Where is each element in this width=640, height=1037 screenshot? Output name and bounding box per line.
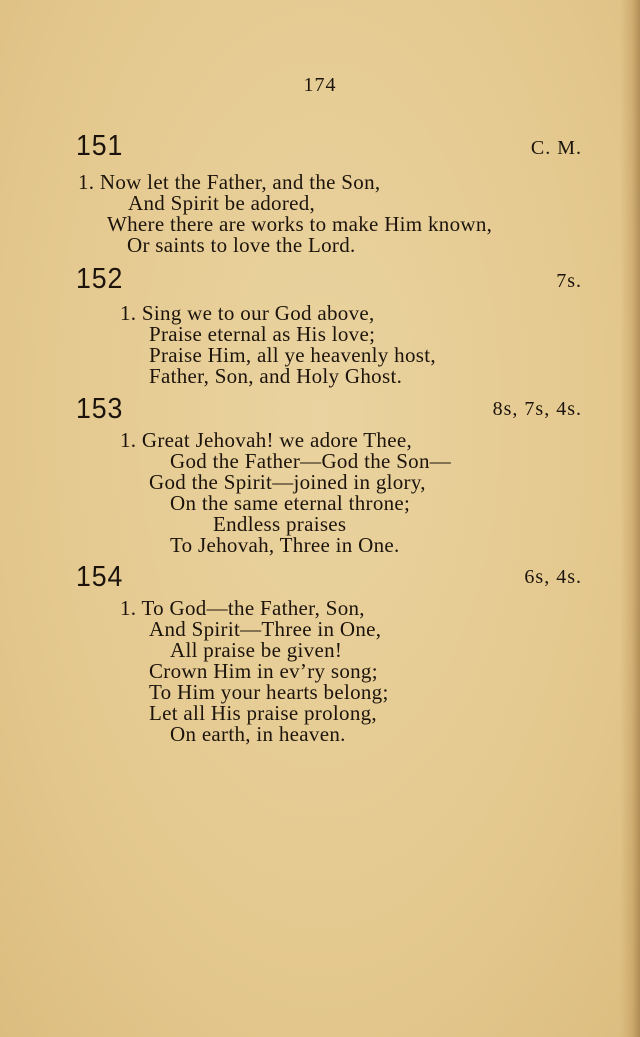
hymn-152-line-1: 1. Sing we to our God above, xyxy=(120,301,375,325)
hymn-154-line-5: To Him your hearts belong; xyxy=(149,680,389,704)
hymn-meter-153: 8s, 7s, 4s. xyxy=(492,398,582,420)
hymn-154-line-3: All praise be given! xyxy=(170,638,343,662)
page-number: 174 xyxy=(303,74,337,96)
hymn-153-line-6: To Jehovah, Three in One. xyxy=(170,533,400,557)
hymn-154-line-7: On earth, in heaven. xyxy=(170,722,346,746)
hymn-152-line-3: Praise Him, all ye heavenly host, xyxy=(149,343,436,367)
hymn-153-line-2: God the Father—God the Son— xyxy=(170,449,452,473)
hymn-number-151: 151 xyxy=(76,130,124,162)
hymn-153-line-3: God the Spirit—joined in glory, xyxy=(149,470,426,494)
hymn-152-line-4: Father, Son, and Holy Ghost. xyxy=(149,364,403,388)
hymn-154-line-6: Let all His praise prolong, xyxy=(149,701,377,725)
hymn-151-line-4: Or saints to love the Lord. xyxy=(127,233,356,257)
hymn-154-line-1: 1. To God—the Father, Son, xyxy=(120,596,365,620)
hymn-number-152: 152 xyxy=(76,263,124,295)
hymn-153-line-1: 1. Great Jehovah! we adore Thee, xyxy=(120,428,413,452)
hymn-meter-151: C. M. xyxy=(530,137,582,159)
hymn-number-154: 154 xyxy=(76,561,124,593)
hymn-meter-152: 7s. xyxy=(556,270,582,292)
hymn-154-line-4: Crown Him in ev’ry song; xyxy=(149,659,378,683)
hymn-151-line-2: And Spirit be adored, xyxy=(128,191,316,215)
hymn-154-line-2: And Spirit—Three in One, xyxy=(149,617,382,641)
hymn-153-line-5: Endless praises xyxy=(213,512,347,536)
hymn-151-line-3: Where there are works to make Him known, xyxy=(107,212,493,236)
hymn-number-153: 153 xyxy=(76,393,124,425)
hymn-153-line-4: On the same eternal throne; xyxy=(170,491,411,515)
hymn-meter-154: 6s, 4s. xyxy=(524,566,582,588)
hymn-152-line-2: Praise eternal as His love; xyxy=(149,322,376,346)
hymn-151-line-1: 1. Now let the Father, and the Son, xyxy=(78,170,381,194)
